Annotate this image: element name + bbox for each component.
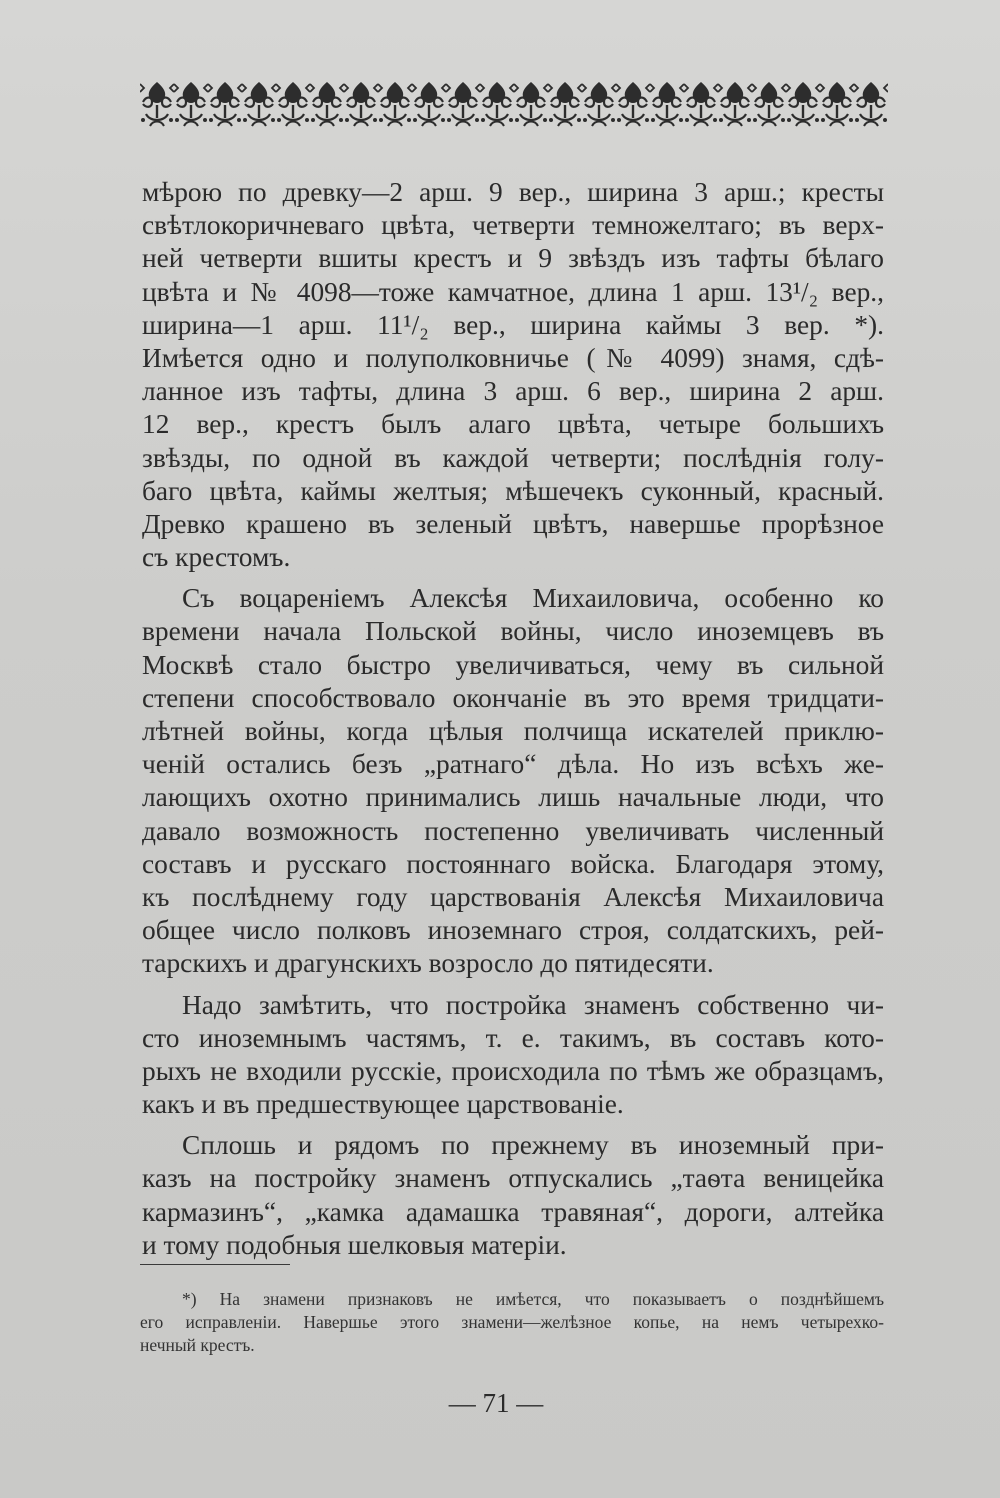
text-line: баго цвѣта, каймы желтыя; мѣшечекъ суконный, красный.: [142, 475, 884, 506]
paragraph-gap: [142, 1121, 884, 1129]
text-line: къ послѣднему году царствованія Алексѣя Михаиловича: [142, 881, 884, 912]
text-line: Древко крашено въ зеленый цвѣтъ, навершье прорѣзное: [142, 508, 884, 539]
text-line: Сплошь и рядомъ по прежнему въ иноземный при-: [182, 1130, 884, 1161]
text-line: Имѣется одно и полуполковничье (№ 4099) знамя, сдѣ-: [142, 342, 884, 373]
text-line: какъ и въ предшествующее царствованіе.: [142, 1089, 624, 1120]
text-line: Москвѣ стало быстро увеличиваться, чему въ сильной: [142, 649, 884, 680]
decorative-header-ornament: [140, 78, 888, 130]
text-line: составъ и русскаго постояннаго войска. Благодаря этому,: [142, 848, 884, 879]
text-line: Надо замѣтить, что постройка знаменъ собственно чи-: [182, 989, 884, 1020]
footnote-line: *) На знамени признаковъ не имѣется, что показываетъ о позднѣйшемъ: [182, 1289, 884, 1309]
paragraph-3: [142, 989, 884, 1122]
text-line: сто иноземнымъ частямъ, т. е. такимъ, въ составъ кото-: [142, 1022, 884, 1053]
text-line: звѣзды, по одной въ каждой четверти; послѣднія голу-: [142, 442, 884, 473]
text-line: тарскихъ и драгунскихъ возросло до пятидесяти.: [142, 948, 714, 979]
text-line: мѣрою по древку—2 арш. 9 вер., ширина 3 арш.; кресты: [142, 177, 884, 207]
page-number: — 71 —: [448, 1388, 544, 1418]
footnote-line: его исправленіи. Навершье этого знамени—желѣзное копье, на немъ четырехко-: [140, 1312, 884, 1332]
text-line: цвѣта и № 4098—тоже камчатное, длина 1 арш. 13¹/₂ вер.,: [142, 276, 884, 307]
text-line: ланное изъ тафты, длина 3 арш. 6 вер., ширина 2 арш.: [142, 376, 884, 407]
text-line: степени способствовало окончаніе въ это время тридцати-: [142, 682, 884, 713]
text-line: ней четверти вшиты крестъ и 9 звѣздъ изъ тафты бѣлаго: [142, 243, 884, 274]
text-line: рыхъ не входили русскіе, происходила по тѣмъ же образцамъ,: [142, 1055, 884, 1086]
paragraph-2: [142, 582, 884, 980]
footnote: [140, 1288, 884, 1357]
text-line: общее число полковъ иноземнаго строя, солдатскихъ, рей-: [142, 915, 884, 946]
text-line: Съ воцареніемъ Алексѣя Михаиловича, особенно ко: [182, 583, 884, 614]
text-line: казъ на постройку знаменъ отпускались „таѳта веницейка: [142, 1163, 884, 1194]
footnote-separator: [140, 1264, 290, 1265]
text-line: лающихъ охотно принимались лишь начальные люди, что: [142, 782, 884, 813]
text-line: и тому подобныя шелковыя матеріи.: [142, 1229, 567, 1260]
text-line: ченій остались безъ „ратнаго“ дѣла. Но изъ всѣхъ же-: [142, 749, 884, 780]
footnote-line: нечный крестъ.: [140, 1335, 255, 1355]
paragraph-gap: [142, 574, 884, 582]
text-line: времени начала Польской войны, число иноземцевъ въ: [142, 616, 884, 647]
paragraph-1: [142, 176, 884, 574]
text-line: 12 вер., крестъ былъ алаго цвѣта, четыре большихъ: [142, 409, 884, 440]
main-text: [142, 176, 884, 1262]
text-line: съ крестомъ.: [142, 542, 291, 573]
text-line: свѣтлокоричневаго цвѣта, четверти темножелтаго; въ верх-: [142, 210, 884, 241]
text-line: ширина—1 арш. 11¹/₂ вер., ширина каймы 3 вер. *).: [142, 309, 884, 340]
text-line: лѣтней войны, когда цѣлыя полчища искателей приклю-: [142, 716, 884, 746]
text-line: давало возможность постепенно увеличивать численный: [142, 815, 884, 846]
text-line: кармазинъ“, „камка адамашка травяная“, дороги, алтейка: [142, 1196, 884, 1227]
paragraph-4: [142, 1129, 884, 1262]
paragraph-gap: [142, 981, 884, 989]
